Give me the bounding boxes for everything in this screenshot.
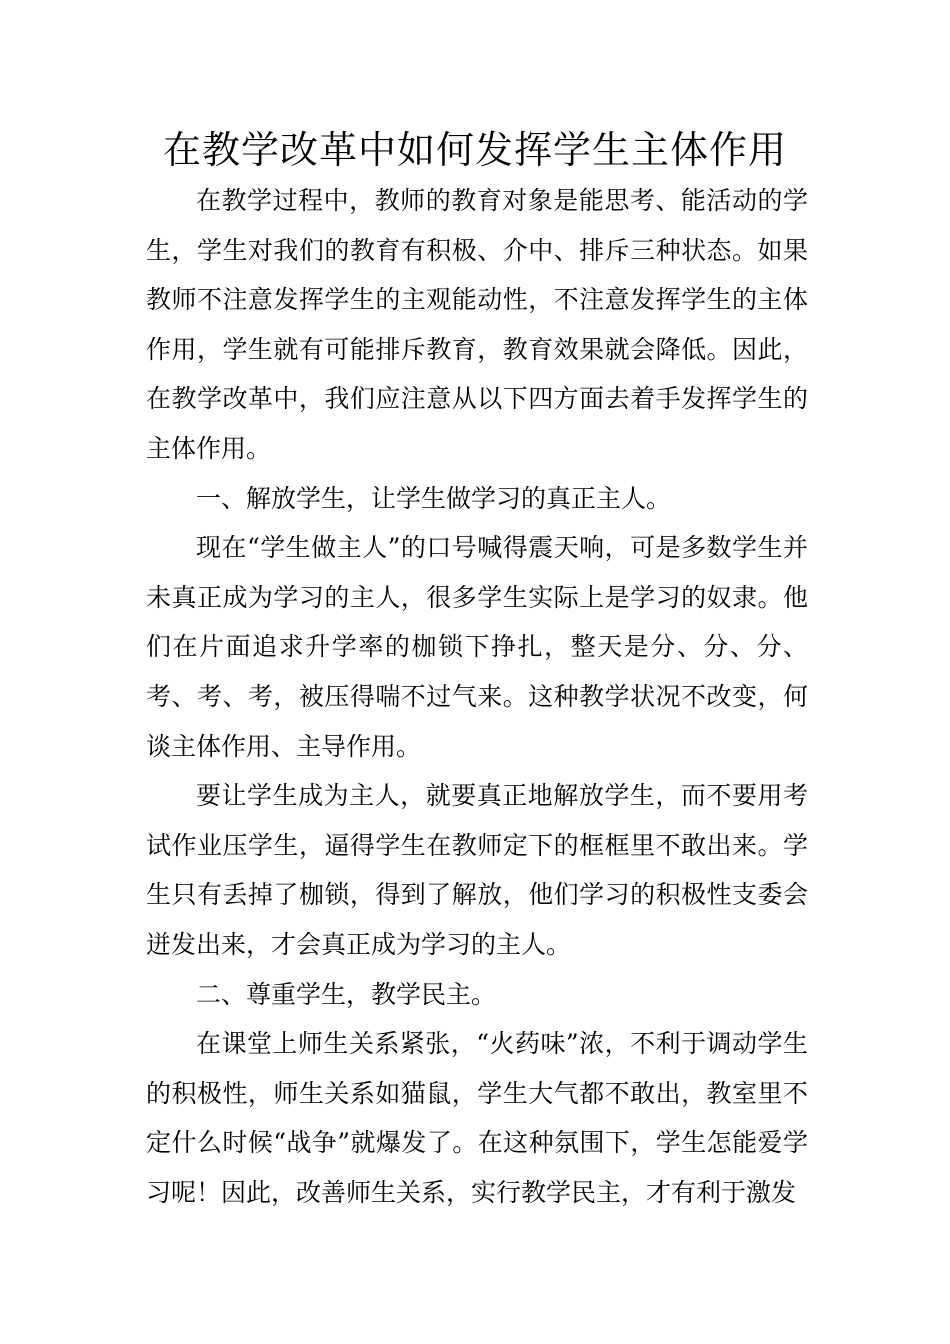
section-heading-2: 二、尊重学生，教学民主。 bbox=[196, 979, 497, 1009]
paragraph-section-1a: 现在“学生做主人”的口号喊得震天响，可是多数学生并未真正成为学习的主人，很多学生实际上是学习的奴隶。他们在片面追求升学率的枷锁下挣扎，整天是分、分、分、考、考、考，被压得喘不过气来。这种教学状况不改变，何谈主体作用、主导作用。 bbox=[146, 533, 808, 761]
paragraph-section-2a: 在课堂上师生关系紧张，“火药味”浓，不利于调动学生的积极性，师生关系如猫鼠，学生大气都不敢出，教室里不定什么时候“战争”就爆发了。在这种氛围下，学生怎能爱学习呢！因此，改善师生关系，实行教学民主，才有利于激发 bbox=[146, 1029, 808, 1207]
document-title: 在教学改革中如何发挥学生主体作用 bbox=[162, 128, 787, 172]
section-heading-1: 一、解放学生，让学生做学习的真正主人。 bbox=[196, 483, 672, 513]
paragraph-section-1b: 要让学生成为主人，就要真正地解放学生，而不要用考试作业压学生，逼得学生在教师定下的框框里不敢出来。学生只有丢掉了枷锁，得到了解放，他们学习的积极性支委会迸发出来，才会真正成为学习的主人。 bbox=[146, 781, 808, 959]
document-body bbox=[146, 176, 808, 1217]
paragraph-intro: 在教学过程中，教师的教育对象是能思考、能活动的学生，学生对我们的教育有积极、介中、排斥三种状态。如果教师不注意发挥学生的主观能动性，不注意发挥学生的主体作用，学生就有可能排斥教育，教育效果就会降低。因此，在教学改革中，我们应注意从以下四方面去着手发挥学生的主体作用。 bbox=[146, 186, 808, 463]
